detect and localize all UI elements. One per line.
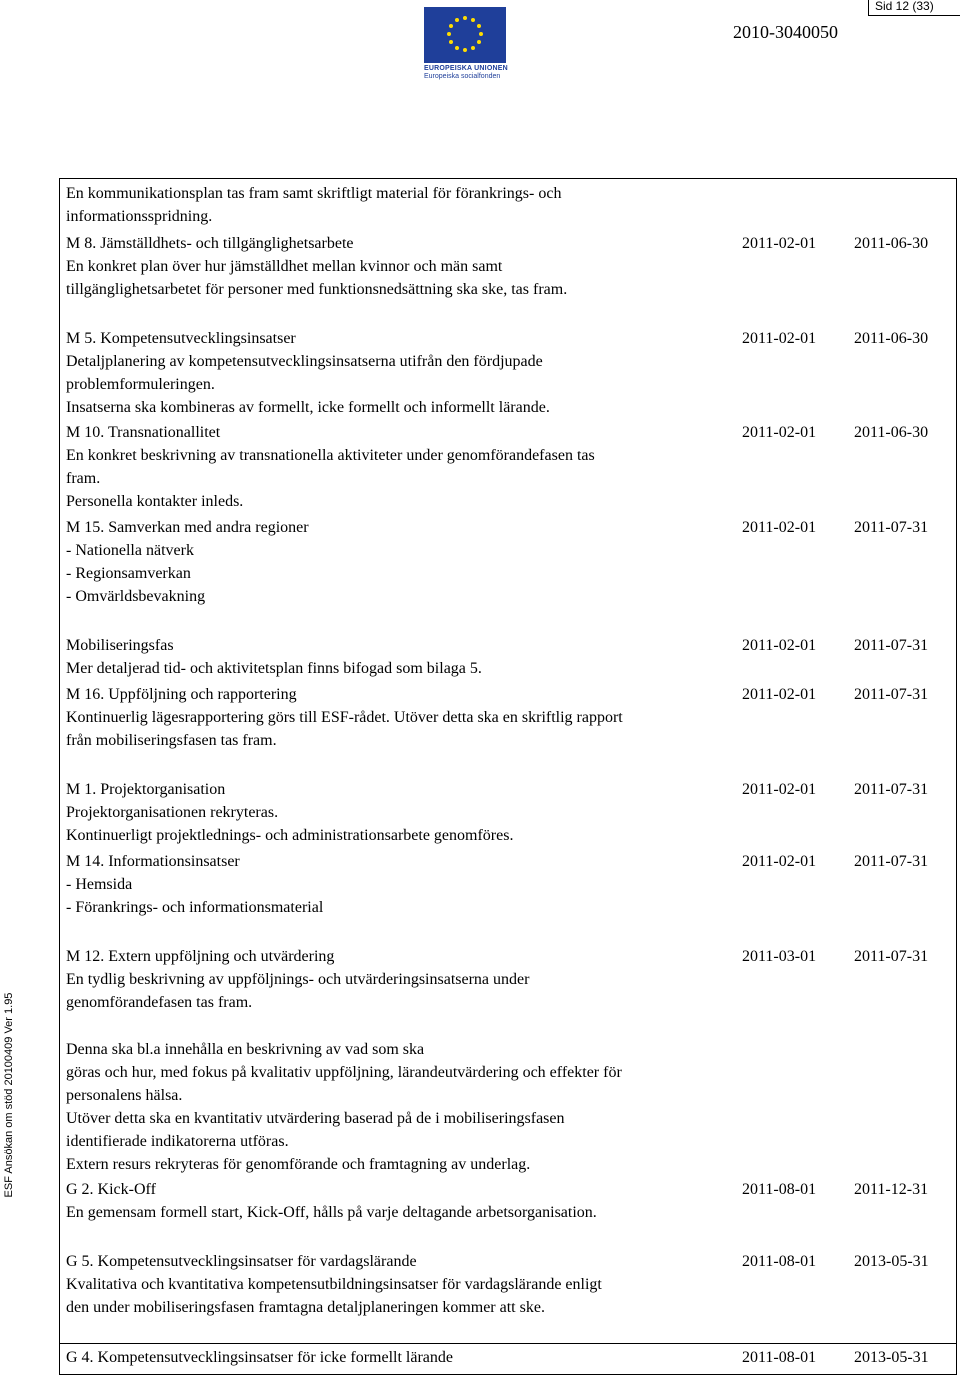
entry-line: En tydlig beskrivning av uppföljnings- och utvärderingsinsatserna under bbox=[66, 971, 530, 988]
start-date: 2011-02-01 bbox=[742, 424, 817, 441]
entry-line: den under mobiliseringsfasen framtagna detaljplaneringen kommer att ske. bbox=[66, 1299, 545, 1316]
entry-line: Kontinuerlig lägesrapportering görs till ESF-rådet. Utöver detta ska en skriftlig rapport bbox=[66, 709, 623, 726]
entry-line: Kvalitativa och kvantitativa kompetensutbildningsinsatser för vardagslärande enligt bbox=[66, 1276, 602, 1293]
logo-subtitle: Europeiska socialfonden bbox=[424, 73, 501, 80]
entry-line: - Hemsida bbox=[66, 876, 133, 893]
end-date: 2011-07-31 bbox=[854, 853, 929, 870]
end-date: 2011-07-31 bbox=[854, 781, 929, 798]
entry-line: - Nationella nätverk bbox=[66, 542, 194, 559]
entry-line: personalens hälsa. bbox=[66, 1087, 183, 1104]
start-date: 2011-02-01 bbox=[742, 853, 817, 870]
entry-line: Mobiliseringsfas bbox=[66, 637, 174, 654]
start-date: 2011-02-01 bbox=[742, 781, 817, 798]
entry-line: Denna ska bl.a innehålla en beskrivning av vad som ska bbox=[66, 1041, 425, 1058]
entry-line: En gemensam formell start, Kick-Off, hålls på varje deltagande arbetsorganisation. bbox=[66, 1204, 597, 1221]
entry-line: M 12. Extern uppföljning och utvärdering bbox=[66, 948, 335, 965]
entry-line: genomförandefasen tas fram. bbox=[66, 994, 253, 1011]
version-text: ESF Ansökan om stöd 20100409 Ver 1.95 bbox=[3, 992, 15, 1198]
start-date: 2011-02-01 bbox=[742, 637, 817, 654]
end-date: 2011-07-31 bbox=[854, 948, 929, 965]
entry-line: - Omvärldsbevakning bbox=[66, 588, 206, 605]
page-number: Sid 12 (33) bbox=[868, 0, 960, 16]
entry-line: Extern resurs rekryteras för genomförande och framtagning av underlag. bbox=[66, 1156, 531, 1173]
start-date: 2011-02-01 bbox=[742, 330, 817, 347]
start-date: 2011-02-01 bbox=[742, 519, 817, 536]
entry-line: M 15. Samverkan med andra regioner bbox=[66, 519, 309, 536]
entry-line: Detaljplanering av kompetensutvecklingsinsatserna utifrån den fördjupade bbox=[66, 353, 543, 370]
entry-line: G 5. Kompetensutvecklingsinsatser för vardagslärande bbox=[66, 1253, 417, 1270]
end-date: 2011-07-31 bbox=[854, 637, 929, 654]
entry-line: M 1. Projektorganisation bbox=[66, 781, 226, 798]
entry-line: fram. bbox=[66, 470, 101, 487]
entry-line: G 2. Kick-Off bbox=[66, 1181, 156, 1198]
entry-line: En konkret plan över hur jämställdhet mellan kvinnor och män samt bbox=[66, 258, 503, 275]
entry-line: M 14. Informationsinsatser bbox=[66, 853, 240, 870]
end-date: 2011-07-31 bbox=[854, 686, 929, 703]
version-sidebar bbox=[1, 985, 17, 1205]
end-date: 2011-06-30 bbox=[854, 235, 929, 252]
start-date: 2011-08-01 bbox=[742, 1253, 817, 1270]
entry-line: informationsspridning. bbox=[66, 208, 213, 225]
entry-line: från mobiliseringsfasen tas fram. bbox=[66, 732, 277, 749]
entry-line: Mer detaljerad tid- och aktivitetsplan finns bifogad som bilaga 5. bbox=[66, 660, 482, 677]
entry-line: M 5. Kompetensutvecklingsinsatser bbox=[66, 330, 296, 347]
entry-line: G 4. Kompetensutvecklingsinsatser för icke formellt lärande bbox=[66, 1349, 453, 1366]
entry-line: En konkret beskrivning av transnationella aktiviteter under genomförandefasen tas bbox=[66, 447, 595, 464]
entry-line: Personella kontakter inleds. bbox=[66, 493, 244, 510]
start-date: 2011-02-01 bbox=[742, 686, 817, 703]
entry-line: Insatserna ska kombineras av formellt, icke formellt och informellt lärande. bbox=[66, 399, 550, 416]
end-date: 2011-06-30 bbox=[854, 330, 929, 347]
eu-flag-icon bbox=[424, 7, 506, 63]
logo-title: EUROPEISKA UNIONEN bbox=[424, 65, 508, 72]
end-date: 2011-06-30 bbox=[854, 424, 929, 441]
end-date: 2013-05-31 bbox=[854, 1349, 929, 1366]
start-date: 2011-08-01 bbox=[742, 1349, 817, 1366]
entry-line: Projektorganisationen rekryteras. bbox=[66, 804, 279, 821]
entry-line: - Förankrings- och informationsmaterial bbox=[66, 899, 324, 916]
start-date: 2011-03-01 bbox=[742, 948, 817, 965]
entry-line: En kommunikationsplan tas fram samt skriftligt material för förankrings- och bbox=[66, 185, 562, 202]
entry-line: identifierade indikatorerna utföras. bbox=[66, 1133, 289, 1150]
start-date: 2011-08-01 bbox=[742, 1181, 817, 1198]
entry-line: - Regionsamverkan bbox=[66, 565, 191, 582]
end-date: 2011-12-31 bbox=[854, 1181, 929, 1198]
entry-line: M 10. Transnationallitet bbox=[66, 424, 221, 441]
entry-line: Kontinuerligt projektlednings- och administrationsarbete genomföres. bbox=[66, 827, 514, 844]
document-number: 2010-3040050 bbox=[733, 22, 838, 42]
entry-line: Utöver detta ska en kvantitativ utvärdering baserad på de i mobiliseringsfasen bbox=[66, 1110, 565, 1127]
entry-line: problemformuleringen. bbox=[66, 376, 215, 393]
end-date: 2011-07-31 bbox=[854, 519, 929, 536]
eu-logo bbox=[424, 7, 509, 81]
entry-line: M 8. Jämställdhets- och tillgänglighetsarbete bbox=[66, 235, 354, 252]
entry-line: tillgänglighetsarbetet för personer med funktionsnedsättning ska ske, tas fram. bbox=[66, 281, 568, 298]
entry-line: M 16. Uppföljning och rapportering bbox=[66, 686, 297, 703]
start-date: 2011-02-01 bbox=[742, 235, 817, 252]
entry-line: göras och hur, med fokus på kvalitativ uppföljning, lärandeutvärdering och effekter för bbox=[66, 1064, 622, 1081]
end-date: 2013-05-31 bbox=[854, 1253, 929, 1270]
